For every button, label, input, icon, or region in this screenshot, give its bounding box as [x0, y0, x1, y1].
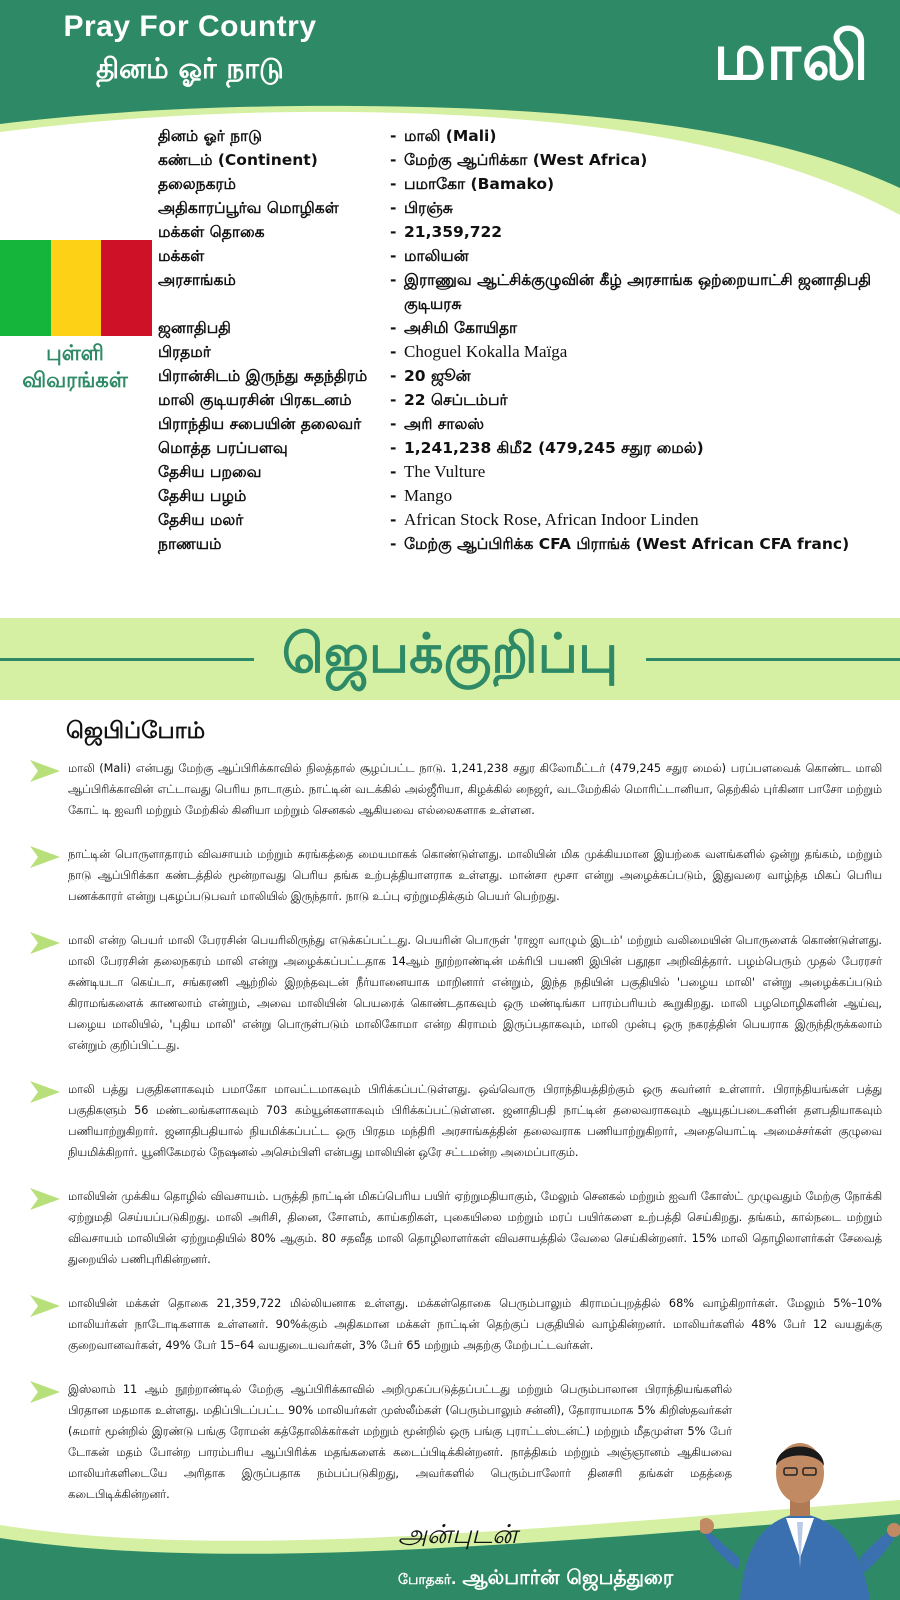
fact-value: பிரஞ்சு [404, 199, 453, 217]
arrow-bullet-icon [30, 1081, 60, 1103]
fact-row [158, 388, 888, 412]
signoff-text: அன்புடன் [398, 1520, 518, 1550]
brand-subtitle: தினம் ஓர் நாடு [96, 52, 284, 85]
fact-dash: - [390, 175, 397, 193]
pastor-name: ஆல்பார்ன் ஜெபத்துரை [462, 1565, 674, 1589]
fact-dash: - [390, 367, 397, 385]
fact-value: 1,241,238 கிமீ2 (479,245 சதுர மைல்) [404, 439, 704, 457]
fact-dash: - [390, 511, 397, 529]
facts-caption-line: விவரங்கள் [22, 368, 128, 392]
fact-label: பிரான்சிடம் இருந்து சுதந்திரம் [158, 367, 368, 385]
fact-row [158, 124, 888, 148]
fact-value: இராணுவ ஆட்சிக்குழுவின் கீழ் அரசாங்க ஒற்றையாட்சி ஜனாதிபதி குடியரசு [404, 271, 872, 313]
fact-label: தேசிய பறவை [158, 463, 262, 481]
brand-title: Pray For Country [63, 10, 317, 43]
fact-label: அரசாங்கம் [158, 271, 236, 289]
fact-value: பமாகோ (Bamako) [404, 175, 555, 193]
fact-label: கண்டம் (Continent) [158, 151, 318, 169]
fact-label: மக்கள் [158, 247, 205, 265]
flag-stripe-red [101, 240, 152, 336]
fact-row [158, 460, 888, 484]
facts-caption-line: புள்ளி [46, 341, 104, 365]
fact-row [158, 172, 888, 196]
fact-label: மக்கள் தொகை [158, 223, 265, 241]
fact-label: தலைநகரம் [158, 175, 236, 193]
fact-label: மொத்த பரப்பளவு [158, 439, 288, 457]
fact-label: தேசிய மலர் [158, 511, 244, 529]
paragraph-text: நாட்டின் பொருளாதாரம் விவசாயம் மற்றும் சுரங்கத்தை மையமாகக் கொண்டுள்ளது. மாலியின் மிக முக்கியமான இயற்கை வளங்களில் ஒன்று தங்கம், மற்றும் நாடு ஆப்பிரிக்கா கண்டத்தில் மூன்றாவது பெரிய தங்க உற்பத்தியாளராக உள்ளது. மான்சா மூசா என்று அழைக்கப்படும், இதுவரை வாழ்ந்த மிகப் பெரிய பணக்காரர் என்று புகழப்படுபவர் மாலியில் இருந்தார். நாடு உப்பு ஏற்றுமதிக்கும் பெயர் பெற்றது. [68, 848, 882, 903]
fact-dash: - [390, 487, 397, 505]
fact-row [158, 340, 888, 364]
fact-row [158, 148, 888, 172]
fact-label: அதிகாரப்பூர்வ மொழிகள் [158, 199, 339, 217]
prayer-paragraph [30, 758, 882, 821]
fact-label: பிரதமர் [158, 343, 211, 361]
facts-list [158, 124, 888, 556]
fact-value: அசிமி கோயிதா [404, 319, 518, 337]
fact-row [158, 484, 888, 508]
fact-dash: - [390, 391, 397, 409]
mali-flag [0, 240, 152, 336]
pastor-portrait-image [700, 1418, 900, 1600]
arrow-bullet-icon [30, 846, 60, 868]
prayer-banner-text: ஜெபக்குறிப்பு [254, 622, 646, 685]
fact-label: ஜனாதிபதி [158, 319, 231, 337]
fact-value: மேற்கு ஆப்ரிக்கா (West Africa) [404, 151, 648, 169]
fact-row [158, 364, 888, 388]
fact-value: Choguel Kokalla Maïga [404, 342, 568, 361]
fact-dash: - [390, 535, 397, 553]
fact-label: தேசிய பழம் [158, 487, 247, 505]
fact-dash: - [390, 199, 397, 217]
fact-row [158, 508, 888, 532]
paragraph-text: மாலி (Mali) என்பது மேற்கு ஆப்பிரிக்காவில் நிலத்தால் சூழப்பட்ட நாடு. 1,241,238 சதுர கிலோமீட்டர் (479,245 சதுர மைல்) பரப்பளவைக் கொண்ட மாலி ஆப்பிரிக்காவின் எட்டாவது பெரிய நாடாகும். நாட்டின் வடக்கில் அல்ஜீரியா, கிழக்கில் நைஜர், வடமேற்கில் மொரிட்டானியா, தெற்கில் புர்கினா பாசோ மற்றும் கோட் டி ஐவரி மற்றும் மேற்கில் கினியா மற்றும் செனகல் ஆகியவை எல்லைகளாக உள்ளன. [68, 762, 882, 817]
facts-caption [0, 340, 150, 394]
prayer-paragraph [30, 1293, 882, 1356]
pastor-prefix: போதகர். [398, 1572, 457, 1588]
paragraph-text: இஸ்லாம் 11 ஆம் நூற்றாண்டில் மேற்கு ஆப்பிரிக்காவில் அறிமுகப்படுத்தப்பட்டது மற்றும் பெரும்பாலான பிராந்தியங்களில் பிரதான மதமாக உள்ளது. மதிப்பிடப்பட்ட 90% மாலியர்கள் முஸ்லீம்கள் (பெரும்பாலும் சன்னி), தோராயமாக 5% கிறிஸ்தவர்கள் (சுமார் மூன்றில் இரண்டு பங்கு ரோமன் கத்தோலிக்கர்கள் மற்றும் மூன்றில் ஒரு பங்கு புராட்டஸ்டன்ட்) மற்றும் மீதமுள்ள 5% பேர் டோகன் மதம் போன்ற பாரம்பரிய ஆப்பிரிக்க மதங்களைக் கடைப்பிடிக்கின்றனர். நாத்திகம் மற்றும் அஞ்ஞானம் ஆகியவை மாலியர்களிடையே அரிதாக இருப்பதாக நம்பப்படுகிறது, அவர்களில் பெரும்பாலோர் தினசரி தங்கள் மதத்தை கடைபிடிக்கின்றனர். [68, 1383, 732, 1501]
prayer-points [30, 758, 882, 1528]
prayer-paragraph [30, 1186, 882, 1270]
fact-label: பிராந்திய சபையின் தலைவர் [158, 415, 362, 433]
fact-row [158, 412, 888, 436]
fact-dash: - [390, 151, 397, 169]
paragraph-text: மாலி என்ற பெயர் மாலி பேரரசின் பெயரிலிருந்து எடுக்கப்பட்டது. பெயரின் பொருள் 'ராஜா வாழும் இடம்' மற்றும் வலிமையின் பொருளைக் கொண்டுள்ளது. மாலி பேரரசின் தலைநகரம் மாலி என்று அழைக்கப்பட்டதாக 14ஆம் நூற்றாண்டின் மக்ரிபி பயணி இபின் பதூதா அறிவித்தார். பழம்பெரும் முதல் பேரரசர் சுண்டியடா கெய்டா, சங்கரணி ஆற்றில் இறந்தவுடன் நீர்யானையாக மாறினார் என்றும், இந்த நதியின் பகுதியில் 'பழைய மாலி' என்று அழைக்கப்படும் கிராமங்களைக் காணலாம் என்றும், அவை மாலியின் பெயரைக் கொண்டதாகவும் ஒரு மண்டிங்கா பாரம்பரியம் கூறுகிறது. மாலி பழமொழிகளின் ஆய்வு, பழைய மாலியில், 'புதிய மாலி' என்று பொருள்படும் மாலிகோமா என்ற கிராமம் இருப்பதாகவும், மாலி முன்பு ஒரு நகரத்தின் பெயராக இருந்திருக்கலாம் என்றும் குறிப்பிட்டது. [68, 934, 882, 1052]
fact-dash: - [390, 319, 397, 337]
fact-value: 20 ஜூன் [404, 367, 471, 385]
prayer-banner [0, 618, 900, 700]
fact-row [158, 436, 888, 460]
fact-value: 22 செப்டம்பர் [404, 391, 508, 409]
paragraph-text: மாலியின் மக்கள் தொகை 21,359,722 மில்லியனாக உள்ளது. மக்கள்தொகை பெரும்பாலும் கிராமப்புறத்தில் 68% வாழ்கிறார்கள். மேலும் 5%–10% மாலியர்கள் நாடோடிகளாக உள்ளனர். 90%க்கும் அதிகமான மக்கள் நாட்டின் தெற்குப் பகுதியில் வாழ்கின்றனர். மாலியர்களில் 48% பேர் 12 வயதுக்கு குறைவானவர்கள், 49% பேர் 15–64 வயதுடையவர்கள், 3% பேர் 65 மற்றும் அதற்கு மேற்பட்டவர்கள். [68, 1297, 882, 1352]
fact-dash: - [390, 247, 397, 265]
flag-stripe-yellow [51, 240, 102, 336]
prayer-banner-title [0, 622, 900, 693]
fact-dash: - [390, 127, 397, 145]
fact-label: நாணயம் [158, 535, 222, 553]
arrow-bullet-icon [30, 760, 60, 782]
prayer-paragraph [30, 930, 882, 1056]
arrow-bullet-icon [30, 932, 60, 954]
fact-value: மாலி (Mali) [404, 127, 497, 145]
fact-row [158, 196, 888, 220]
arrow-bullet-icon [30, 1381, 60, 1403]
fact-dash: - [390, 439, 397, 457]
fact-dash: - [390, 271, 397, 289]
paragraph-text: மாலி பத்து பகுதிகளாகவும் பமாகோ மாவட்டமாகவும் பிரிக்கப்பட்டுள்ளது. ஒவ்வொரு பிராந்தியத்திற்கும் ஒரு கவர்னர் உள்ளார். பிராந்தியங்கள் பத்து பகுதிகளும் 56 மண்டலங்களாகவும் 703 கம்யூன்களாகவும் பிரிக்கப்பட்டுள்ளன. ஜனாதிபதி நாட்டின் தலைவராகவும் ஆயுதப்படைகளின் தளபதியாகவும் பணியாற்றுகிறார். ஜனாதிபதியால் நியமிக்கப்பட்ட ஒரு பிரதம மந்திரி அரசாங்கத்தின் தலைவராக பணியாற்றுகிறார், அதையொட்டி அமைச்சர்கள் குழுவை நியமிக்கிறார். யூனிகேமரல் நேஷனல் அசெம்பிளி என்பது மாலியின் ஒரே சட்டமன்ற அமைப்பாகும். [68, 1083, 882, 1159]
prayer-paragraph [30, 844, 882, 907]
fact-value: அரி சாலஸ் [404, 415, 484, 433]
fact-value: African Stock Rose, African Indoor Linden [404, 510, 699, 529]
fact-dash: - [390, 223, 397, 241]
prayer-paragraph [30, 1079, 882, 1163]
fact-row [158, 316, 888, 340]
pray-heading: ஜெபிப்போம் [66, 718, 206, 744]
flag-stripe-green [0, 240, 51, 336]
arrow-bullet-icon [30, 1188, 60, 1210]
fact-dash: - [390, 415, 397, 433]
fact-label: தினம் ஓர் நாடு [158, 127, 262, 145]
fact-dash: - [390, 463, 397, 481]
pastor-signature [398, 1565, 673, 1592]
fact-row [158, 244, 888, 268]
fact-row [158, 220, 888, 244]
fact-label: மாலி குடியரசின் பிரகடனம் [158, 391, 352, 409]
fact-row [158, 268, 888, 316]
arrow-bullet-icon [30, 1295, 60, 1317]
country-name: மாலி [713, 18, 870, 95]
fact-value: மாலியன் [404, 247, 469, 265]
fact-row [158, 532, 888, 556]
fact-value: மேற்கு ஆப்பிரிக்க CFA பிராங்க் (West African CFA franc) [404, 535, 850, 553]
fact-value: Mango [404, 486, 453, 505]
fact-value: The Vulture [404, 462, 486, 481]
fact-dash: - [390, 343, 397, 361]
paragraph-text: மாலியின் முக்கிய தொழில் விவசாயம். பருத்தி நாட்டின் மிகப்பெரிய பயிர் ஏற்றுமதியாகும், மேலும் செனகல் மற்றும் ஐவரி கோஸ்ட் முழுவதும் மேற்கு நோக்கி ஏற்றுமதி செய்யப்படுகிறது. மாலி அரிசி, தினை, சோளம், காய்கறிகள், புகையிலை மற்றும் மரப் பயிர்களை உற்பத்தி செய்கிறது. தங்கம், கால்நடை மற்றும் விவசாயம் மாலியின் ஏற்றுமதியில் 80% ஆகும். 80 சதவீத மாலி தொழிலாளர்கள் விவசாயத்தில் வேலை செய்கின்றனர். 15% மாலி தொழிலாளர்கள் சேவைத் துறையில் பணிபுரிகின்றனர். [68, 1190, 882, 1266]
fact-value: 21,359,722 [404, 223, 503, 241]
